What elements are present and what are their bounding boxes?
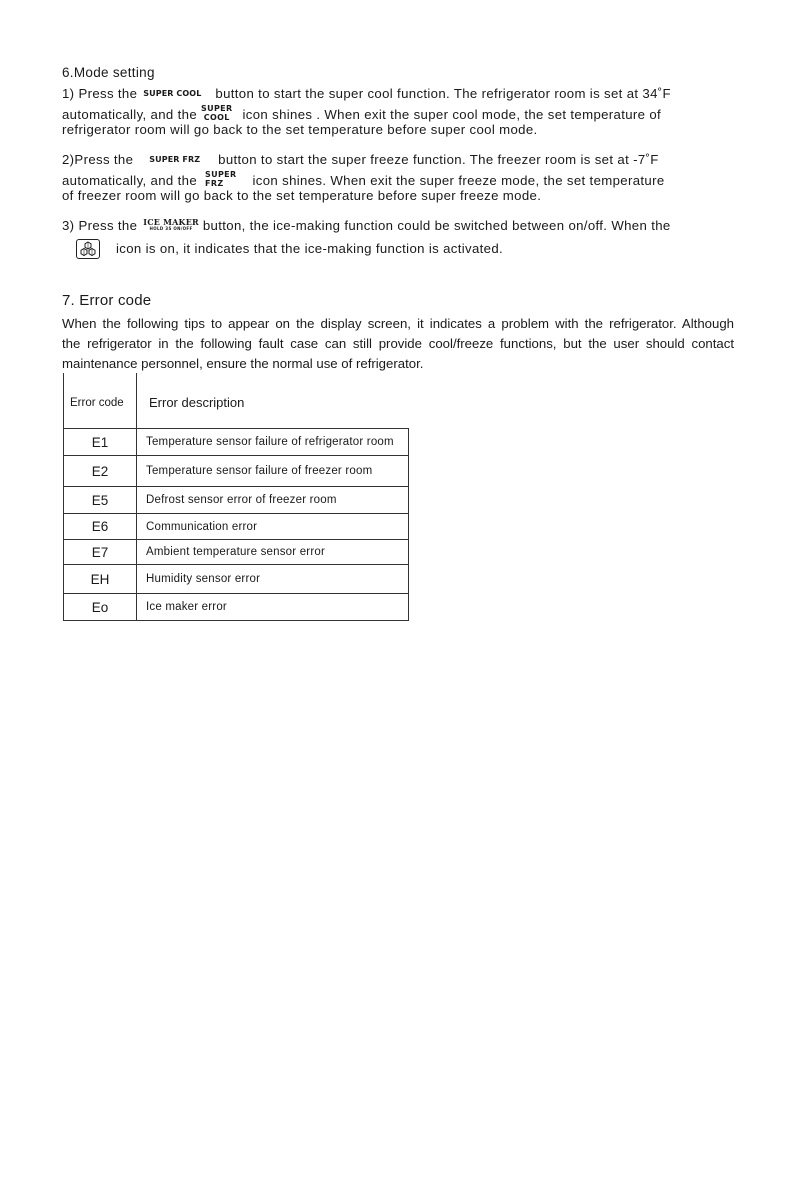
icon-label-bottom: FRZ xyxy=(205,179,224,188)
table-header-row xyxy=(64,373,409,429)
error-description-cell: Ice maker error xyxy=(137,594,409,621)
text-segment: automatically, and the xyxy=(62,173,198,188)
error-description-cell: Ambient temperature sensor error xyxy=(137,540,409,565)
paragraph-ice-maker xyxy=(62,218,732,257)
text-segment: icon is on, it indicates that the ice-making function is activated. xyxy=(116,241,504,256)
paragraph-super-cool xyxy=(62,86,732,140)
text-segment: 1) Press the xyxy=(62,86,138,101)
text-segment: button to start the super cool function. The refrigerator room is set at 34˚F xyxy=(215,86,671,101)
paragraph-line xyxy=(62,170,732,188)
text-segment: 3) Press the xyxy=(62,218,138,233)
ice-maker-button-label xyxy=(143,218,199,231)
error-description-cell: Communication error xyxy=(137,514,409,540)
error-code-cell: E2 xyxy=(64,456,137,487)
paragraph-line: refrigerator room will go back to the set temperature before super cool mode. xyxy=(62,122,538,137)
intro-line: When the following tips to appear on the display screen, it indicates a problem with the refrigerator. Although xyxy=(62,316,734,331)
text-segment: automatically, and the xyxy=(62,107,198,122)
error-code-cell: Eo xyxy=(64,594,137,621)
error-code-cell: E6 xyxy=(64,514,137,540)
header-error-code: Error code xyxy=(64,373,137,429)
paragraph-line xyxy=(62,239,732,257)
paragraph-line xyxy=(62,86,732,104)
paragraph-line: of freezer room will go back to the set temperature before super freeze mode. xyxy=(62,188,542,203)
error-code-cell: EH xyxy=(64,565,137,594)
paragraph-line xyxy=(62,218,732,236)
error-code-intro xyxy=(62,314,734,374)
error-description-cell: Humidity sensor error xyxy=(137,565,409,594)
super-cool-icon xyxy=(201,104,233,122)
icon-label-bottom: COOL xyxy=(203,113,230,122)
icon-label-top: SUPER xyxy=(201,104,233,113)
ice-cubes-icon xyxy=(76,239,100,259)
icon-label-top: SUPER xyxy=(205,170,237,179)
table-row xyxy=(64,514,409,540)
error-description-cell: Defrost sensor error of freezer room xyxy=(137,487,409,514)
hold-label: HOLD 3S ON/OFF xyxy=(149,226,193,231)
super-frz-icon xyxy=(205,170,237,188)
error-code-table xyxy=(63,373,409,621)
section-7-title: 7. Error code xyxy=(62,292,152,309)
table-row xyxy=(64,565,409,594)
table-row xyxy=(64,456,409,487)
text-segment: icon shines. When exit the super freeze mode, the set temperature xyxy=(252,173,665,188)
paragraph-line xyxy=(62,104,732,122)
ice-maker-label: ICE MAKER xyxy=(143,217,199,227)
text-segment: button, the ice-making function could be switched between on/off. When the xyxy=(202,218,671,233)
error-code-cell: E1 xyxy=(64,429,137,456)
text-segment: 2)Press the xyxy=(62,152,134,167)
text-segment: icon shines . When exit the super cool mode, the set temperature of xyxy=(242,107,662,122)
section-6-title: 6.Mode setting xyxy=(62,65,155,80)
intro-line: the refrigerator in the following fault case can still provide cool/freeze functions, but the user should contact xyxy=(62,336,734,351)
super-frz-button-label: SUPER FRZ xyxy=(149,155,201,164)
error-description-cell: Temperature sensor failure of refrigerator room xyxy=(137,429,409,456)
text-segment: button to start the super freeze function. The freezer room is set at -7˚F xyxy=(218,152,659,167)
error-code-cell: E7 xyxy=(64,540,137,565)
ice-cubes-icon-graphic xyxy=(79,241,97,257)
error-description-cell: Temperature sensor failure of freezer room xyxy=(137,456,409,487)
header-error-description: Error description xyxy=(137,373,409,429)
super-cool-button-label: SUPER COOL xyxy=(143,89,202,98)
table-row xyxy=(64,594,409,621)
error-code-cell: E5 xyxy=(64,487,137,514)
paragraph-super-freeze xyxy=(62,152,732,206)
intro-line: maintenance personnel, ensure the normal use of refrigerator. xyxy=(62,356,424,371)
paragraph-line xyxy=(62,152,732,170)
table-row xyxy=(64,540,409,565)
table-row xyxy=(64,429,409,456)
table-row xyxy=(64,487,409,514)
